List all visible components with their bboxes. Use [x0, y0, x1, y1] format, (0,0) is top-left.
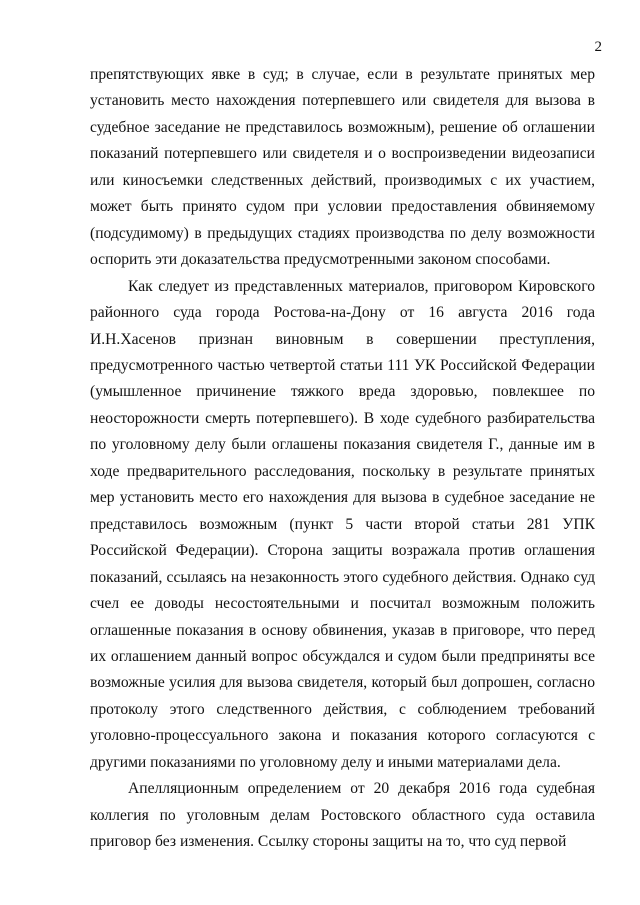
paragraph-continuation: препятствующих явке в суд; в случае, если в результате принятых мер установить место нахождения потерпевшего или свидетеля для вызова в судебное заседание не представилось возможным), решение об оглашении показаний потерпевшего или свидетеля и о воспроизведении видеозаписи или киносъемки следственных действий, производимых с их участием, может быть принято судом при условии предоставления обвиняемому (подсудимому) в предыдущих стадиях производства по делу возможности оспорить эти доказательства предусмотренными законом способами. [90, 66, 595, 269]
paragraph-appeal: Апелляционным определением от 20 декабря 2016 года судебная коллегия по уголовным делам Ростовского областного суда оставила приговор без изменения. Ссылку стороны защиты на то, что суд первой [90, 780, 595, 851]
page-number: 2 [594, 39, 602, 55]
document-body [90, 62, 595, 856]
paragraph-case-facts: Как следует из представленных материалов, приговором Кировского районного суда города Ростова-на-Дону от 16 августа 2016 года И.Н.Хасенов признан виновным в совершении преступления, предусмотренного частью четвертой статьи 111 УК Российской Федерации (умышленное причинение тяжкого вреда здоровью, повлекшее по неосторожности смерть потерпевшего). В ходе судебного разбирательства по уголовному делу были оглашены показания свидетеля Г., данные им в ходе предварительного расследования, поскольку в результате принятых мер установить место его нахождения для вызова в судебное заседание не представилось возможным (пункт 5 части второй статьи 281 УПК Российской Федерации). Сторона защиты возражала против оглашения показаний, ссылаясь на незаконность этого судебного действия. Однако суд счел ее доводы несостоятельными и посчитал возможным положить оглашенные показания в основу обвинения, указав в приговоре, что перед их оглашением данный вопрос обсуждался и судом были предприняты все возможные усилия для вызова свидетеля, который был допрошен, согласно протоколу этого следственного действия, с соблюдением требований уголовно-процессуального закона и показания которого согласуются с другими показаниями по уголовному делу и иными материалами дела. [90, 277, 595, 771]
